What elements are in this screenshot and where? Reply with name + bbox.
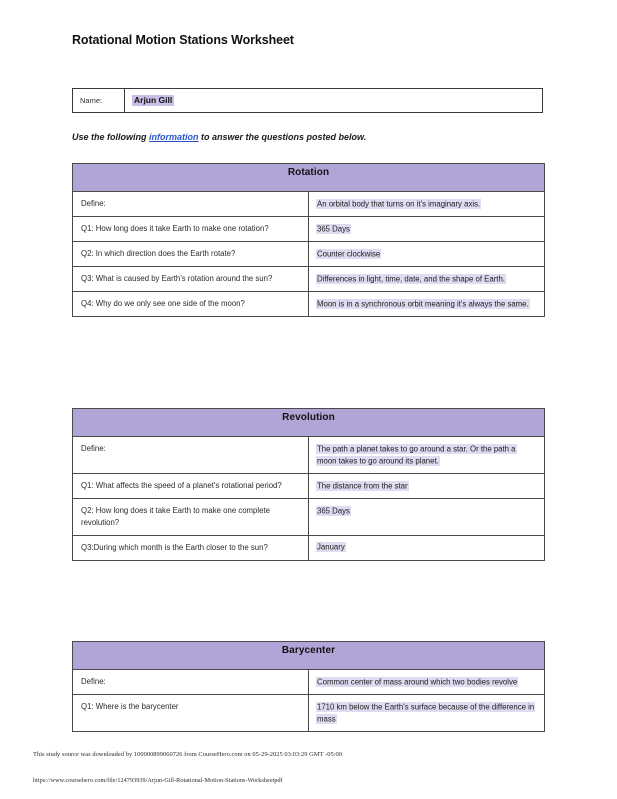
answer-cell[interactable] (309, 670, 545, 695)
question-cell: Q3:During which month is the Earth closer to the sun? (73, 535, 309, 560)
section-header-row (73, 642, 545, 670)
question-cell: Define: (73, 670, 309, 695)
page-title: Rotational Motion Stations Worksheet (72, 33, 294, 47)
answer-cell[interactable] (309, 695, 545, 732)
table-row (73, 474, 545, 499)
download-attribution-footer: This study source was downloaded by 100000899060726 from CourseHero.com on 05-29-2025 03:03:29 GMT -05:00 (33, 751, 343, 758)
answer-cell[interactable] (309, 535, 545, 560)
question-cell: Q4: Why do we only see one side of the moon? (73, 292, 309, 317)
question-cell: Q2: In which direction does the Earth rotate? (73, 242, 309, 267)
instruction-text-after: to answer the questions posted below. (198, 132, 367, 142)
question-cell: Q1: How long does it take Earth to make one rotation? (73, 217, 309, 242)
answer-text: 365 Days (317, 506, 350, 516)
section-header-label: Barycenter (73, 642, 545, 670)
question-cell: Define: (73, 192, 309, 217)
instruction-line (72, 132, 366, 142)
table-row (73, 437, 545, 474)
answer-text: January (317, 542, 345, 552)
question-cell: Q1: Where is the barycenter (73, 695, 309, 732)
table-row (73, 192, 545, 217)
answer-cell[interactable] (309, 437, 545, 474)
section-table-barycenter (72, 641, 545, 732)
answer-cell[interactable] (309, 267, 545, 292)
answer-text: 1710 km below the Earth's surface because of the difference in mass (317, 702, 535, 724)
table-row (73, 267, 545, 292)
answer-cell[interactable] (309, 242, 545, 267)
question-cell: Q1: What affects the speed of a planet's rotational period? (73, 474, 309, 499)
answer-text: Counter clockwise (317, 249, 381, 259)
source-url-footer: https://www.coursehero.com/file/124793939/Arjun-Gill-Rotational-Motion-Stations-Worksheetpdf (33, 777, 283, 784)
name-value-text: Arjun Gill (134, 94, 173, 105)
section-header-row (73, 164, 545, 192)
section-table-rotation (72, 163, 545, 317)
question-cell: Define: (73, 437, 309, 474)
answer-cell[interactable] (309, 192, 545, 217)
answer-text: The distance from the star (317, 481, 408, 491)
table-row (73, 499, 545, 535)
section-header-label: Rotation (73, 164, 545, 192)
answer-cell[interactable] (309, 474, 545, 499)
name-input[interactable] (125, 89, 542, 112)
answer-text: The path a planet takes to go around a star. Or the path a moon takes to go around its planet. (317, 444, 516, 466)
question-cell: Q2: How long does it take Earth to make one complete revolution? (73, 499, 309, 535)
table-row (73, 535, 545, 560)
answer-cell[interactable] (309, 217, 545, 242)
table-row (73, 242, 545, 267)
answer-text: Moon is in a synchronous orbit meaning it's always the same. (317, 299, 529, 309)
table-row (73, 695, 545, 732)
answer-cell[interactable] (309, 292, 545, 317)
answer-text: An orbital body that turns on it's imaginary axis. (317, 199, 481, 208)
name-label: Name: (73, 89, 125, 112)
answer-cell[interactable] (309, 499, 545, 535)
instruction-text-before: Use the following (72, 132, 150, 142)
answer-text: Common center of mass around which two bodies revolve (317, 677, 518, 686)
table-row (73, 670, 545, 695)
question-cell: Q3: What is caused by Earth's rotation around the sun? (73, 267, 309, 292)
section-table-revolution (72, 408, 545, 561)
name-field-box (72, 88, 543, 113)
section-header-row (73, 409, 545, 437)
table-row (73, 217, 545, 242)
section-header-label: Revolution (73, 409, 545, 437)
table-row (73, 292, 545, 317)
answer-text: Differences in light, time, date, and the shape of Earth. (317, 274, 505, 284)
answer-text: 365 Days (317, 224, 350, 234)
information-link[interactable]: information (149, 132, 199, 142)
